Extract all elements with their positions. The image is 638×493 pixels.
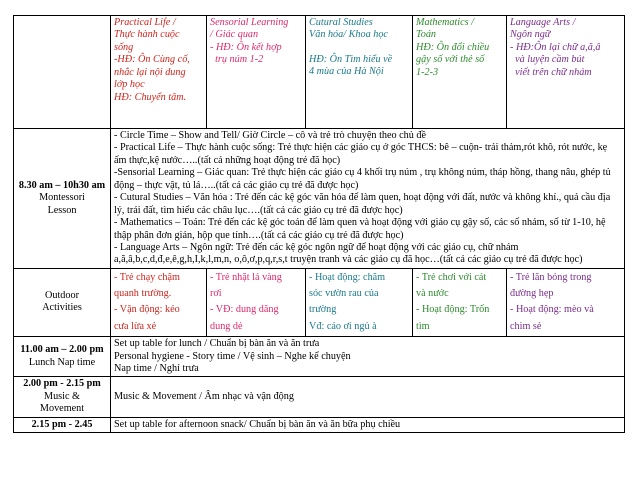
text-line: Language Arts /: [510, 17, 576, 28]
snack-content-cell: [111, 417, 625, 432]
text-line: - Trẻ nhặt lá vàng: [210, 271, 282, 283]
row-label: Lunch Nap time: [28, 356, 96, 368]
text-line: Set up table for afternoon snack/ Chuẩn bị bàn ăn và ăn bữa phụ chiều: [114, 418, 401, 430]
text-line: - Trẻ lăn bóng trong: [510, 271, 592, 283]
text-line: - Hoạt động: chăm: [309, 271, 386, 283]
row-label: Outdoor: [45, 290, 79, 301]
text-line: rơi: [210, 288, 222, 300]
text-line: dung dẻ: [210, 320, 243, 332]
snack-row: [14, 417, 625, 432]
text-line: Practical Life /: [114, 17, 176, 28]
lunch-nap-row: [14, 337, 625, 377]
text-line: - Trẻ chạy chậm: [114, 271, 180, 283]
text-line: 1-2-3: [416, 66, 439, 78]
outdoor-practical-cell: [111, 268, 207, 336]
time-label: 2.15 pm - 2.45: [31, 418, 93, 430]
text-line: - VĐ: dung dăng: [210, 304, 279, 316]
text-line: - Hoạt động: Trốn: [416, 304, 490, 316]
row-label: Activities: [42, 302, 82, 314]
text-line: Vđ: cáo ơi ngủ à: [309, 320, 377, 332]
lesson-item: - Language Arts – Ngôn ngữ: Trẻ đến các kệ góc ngôn ngữ để hoạt động với các giáo cụ, chữ nhám a,ă,â,b,c,d,đ,e,ê,g,h,I,k,l,m,n, o,ô,ơ,p,q,r,s,t truyện tranh và các giáo cụ đã học…(tất cả các giáo cụ trẻ đã được học): [114, 241, 583, 266]
music-content-cell: [111, 377, 625, 417]
lesson-item: - Practical Life – Thực hành cuộc sống: Trẻ thực hiện các giáo cụ ở góc THCS: bê – cuộn- trải thảm,rót khô, rót nước, kẹ ấm thực,kệ nước…..(tất cả những hoạt động trẻ đã học): [114, 142, 608, 166]
text-line: tìm: [416, 320, 430, 332]
text-line: cưa lừa xẻ: [114, 320, 157, 332]
outdoor-math-cell: [413, 268, 507, 336]
text-line: Mathematics /: [416, 17, 475, 28]
outdoor-activities-row: [14, 268, 625, 336]
lunch-content-cell: [111, 337, 625, 377]
text-line: [309, 42, 409, 54]
music-movement-row: [14, 377, 625, 417]
text-line: - HĐ:Ôn lại chữ a,ă,â: [510, 41, 601, 53]
language-arts-header: [507, 16, 625, 129]
text-line: Cutural Studies: [309, 17, 373, 28]
text-line: và luyện cầm bút: [510, 54, 585, 66]
time-label: 8.30 am – 10h30 am: [18, 179, 106, 191]
text-line: - Trẻ chơi với cát: [416, 271, 487, 283]
text-line: trụ núm 1-2: [210, 54, 264, 66]
outdoor-cultural-cell: [306, 268, 413, 336]
row-label: Lesson: [47, 204, 77, 216]
outdoor-language-cell: [507, 268, 625, 336]
text-line: Personal hygiene - Story time / Vệ sinh – Nghe kể chuyện: [114, 350, 351, 362]
lesson-item: - Circle Time – Show and Tell/ Giờ Circle – cô và trẻ trò chuyện theo chủ đề: [114, 130, 427, 141]
text-line: HĐ: Chuyển tâm.: [114, 91, 187, 103]
text-line: viết trên chữ nhám: [510, 66, 592, 78]
text-line: Văn hóa/ Khoa học: [309, 29, 388, 41]
text-line: 4 mùa của Hà Nội: [309, 66, 384, 78]
text-line: Toán: [416, 29, 437, 41]
schedule-table: [13, 15, 625, 433]
lesson-content-cell: [111, 129, 625, 269]
text-line: - HĐ: Ôn kết hợp: [210, 41, 282, 53]
text-line: / Giác quan: [210, 29, 259, 41]
text-line: và nước: [416, 288, 449, 300]
text-line: Thực hành cuộc: [114, 29, 180, 41]
row-label: Movement: [39, 403, 85, 415]
text-line: lớp học: [114, 79, 145, 91]
text-line: - Vận động: kéo: [114, 304, 180, 316]
text-line: sóc vườn rau của: [309, 288, 379, 300]
row-label: Music &: [44, 390, 80, 402]
text-line: -HĐ: Ôn Cùng cố,: [114, 54, 190, 66]
text-line: - Hoạt động: mèo và: [510, 304, 594, 316]
lesson-item: -Sensorial Learning – Giác quan: Trẻ thực hiện các giáo cụ 4 khối trụ núm , trụ không núm, tháp hồng, thang nâu, ghép tủ động – thực vật, tủ lá…..(tất cả các giáo cụ trẻ đã được học): [114, 167, 611, 191]
snack-time-cell: [14, 417, 111, 432]
text-line: Music & Movement / Âm nhạc và vận động: [114, 390, 294, 402]
outdoor-sensorial-cell: [207, 268, 306, 336]
lesson-item: - Cutural Studies – Văn hóa : Trẻ đến các kệ góc văn hóa để làm quen, hoạt động với đất, nước và không khí., quả cầu địa lý, trái đất, tìm hiểu các châu lục….(tất cả các giáo cụ trẻ đã được học): [114, 192, 611, 216]
time-label: 11.00 am – 2.00 pm: [20, 344, 104, 356]
practical-life-header: [111, 16, 207, 129]
sensorial-header: [207, 16, 306, 129]
text-line: Nap time / Nghỉ trưa: [114, 362, 199, 374]
text-line: gậy số với thẻ số: [416, 54, 485, 66]
subject-header-row: [14, 16, 625, 129]
text-line: Set up table for lunch / Chuẩn bị bàn ăn và ăn trưa: [114, 338, 320, 350]
time-label: 2.00 pm - 2.15 pm: [23, 378, 101, 390]
lesson-time-cell: [14, 129, 111, 269]
text-line: HĐ: Ôn đổi chiều: [416, 41, 490, 53]
text-line: Sensorial Learning: [210, 17, 289, 28]
text-line: Ngôn ngữ: [510, 29, 551, 41]
lesson-item: - Mathematics – Toán: Trẻ đến các kệ góc toán để làm quen và hoạt động với giáo cụ gậy số, các số nhám, số từ 1-10, hệ thập phân đơn giản, hộp que tính….(tất cả các giáo cụ trẻ đã được học): [114, 217, 606, 241]
row-label: Montessori: [39, 192, 85, 204]
header-blank-cell: [14, 16, 111, 129]
cultural-header: [306, 16, 413, 129]
montessori-lesson-row: [14, 129, 625, 269]
text-line: sống: [114, 41, 134, 53]
text-line: nhắc lại nội dung: [114, 66, 186, 78]
text-line: quanh trường.: [114, 288, 172, 300]
text-line: đường hẹp: [510, 288, 554, 300]
mathematics-header: [413, 16, 507, 129]
text-line: HĐ: Ôn Tìm hiểu về: [309, 53, 393, 65]
outdoor-label-cell: [14, 268, 111, 336]
text-line: trường: [309, 304, 337, 316]
music-time-cell: [14, 377, 111, 417]
text-line: chim sẻ: [510, 320, 542, 332]
lunch-time-cell: [14, 337, 111, 377]
